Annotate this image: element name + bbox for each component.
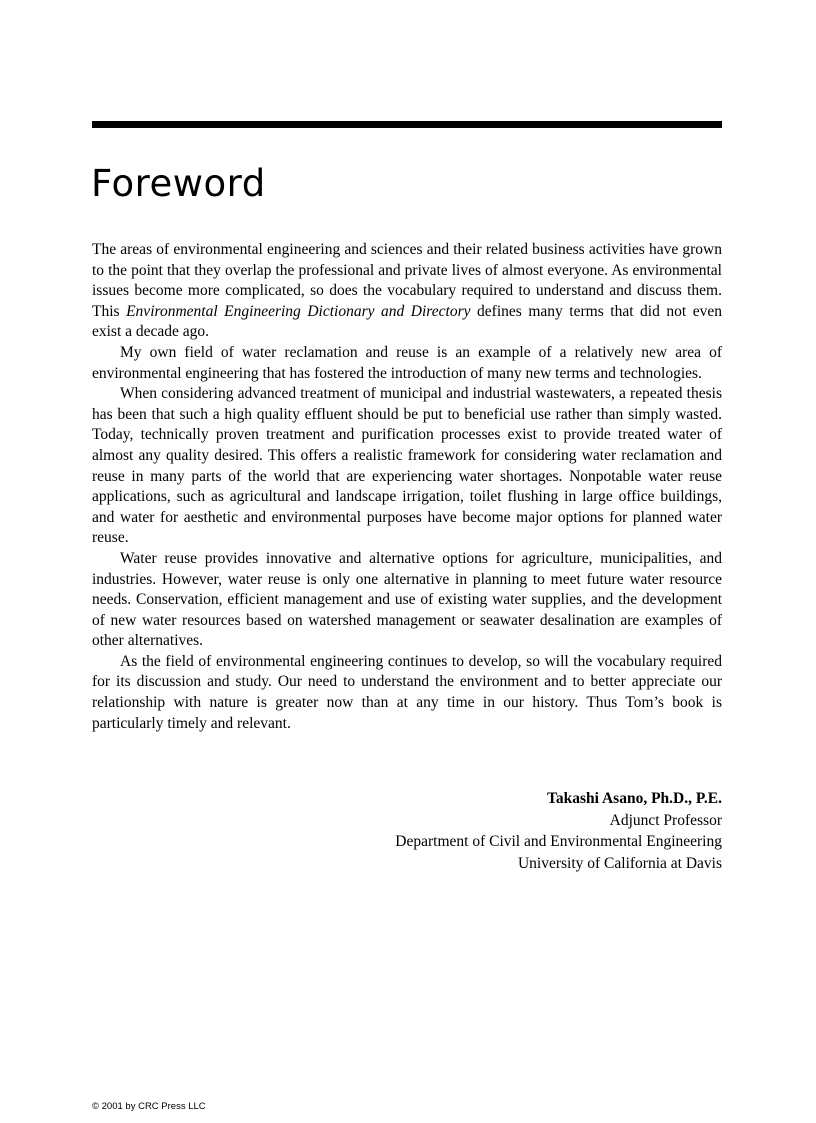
- paragraph-3: When considering advanced treatment of municipal and industrial wastewaters, a repeated thesis has been that such a high quality effluent should be put to beneficial use rather than simply wasted. Today, technically proven treatment and purification processes exist to provide treated water of almost any quality desired. This offers a realistic framework for considering water reclamation and reuse in many parts of the world that are experiencing water shortages. Nonpotable water reuse applications, such as agricultural and landscape irrigation, toilet flushing in large office buildings, and water for aesthetic and environmental purposes have become major options for planned water reuse.: [92, 385, 722, 547]
- foreword-body: [92, 240, 722, 734]
- author-institution: University of California at Davis: [517, 854, 722, 872]
- author-name: Takashi Asano, Ph.D., P.E.: [546, 790, 722, 807]
- author-title: Adjunct Professor: [609, 811, 722, 829]
- book-title-italic: Environmental Engineering Dictionary and Directory: [126, 302, 471, 320]
- chapter-title: Foreword: [91, 162, 266, 205]
- paragraph-1-text-before: The areas of environmental engineering and sciences and their related business activities have grown to the point that they overlap the professional and private lives of almost everyone. As environmental issues become more complicated, so does the vocabulary required to understand and discuss them. This: [92, 241, 722, 320]
- paragraph-5: As the field of environmental engineering continues to develop, so will the vocabulary required for its discussion and study. Our need to understand the environment and to better appreciate our relationship with nature is greater now than at any time in our history. Thus Tom’s book is particularly timely and relevant.: [92, 652, 722, 732]
- paragraph-4: Water reuse provides innovative and alternative options for agriculture, municipalities, and industries. However, water reuse is only one alternative in planning to meet future water resource needs. Conservation, efficient management and use of existing water supplies, and the development of new water resources based on watershed management or seawater desalination are examples of other alternatives.: [92, 549, 722, 650]
- copyright-notice: © 2001 by CRC Press LLC: [92, 1101, 206, 1112]
- paragraph-1-text-after: defines many terms that did not even exist a decade ago.: [92, 302, 722, 341]
- paragraph-1: [92, 240, 722, 343]
- chapter-top-rule: [92, 121, 722, 128]
- signature-block: [92, 788, 722, 874]
- author-department: Department of Civil and Environmental Engineering: [395, 833, 722, 850]
- paragraph-2: My own field of water reclamation and reuse is an example of a relatively new area of environmental engineering that has fostered the introduction of many new terms and technologies.: [92, 343, 722, 382]
